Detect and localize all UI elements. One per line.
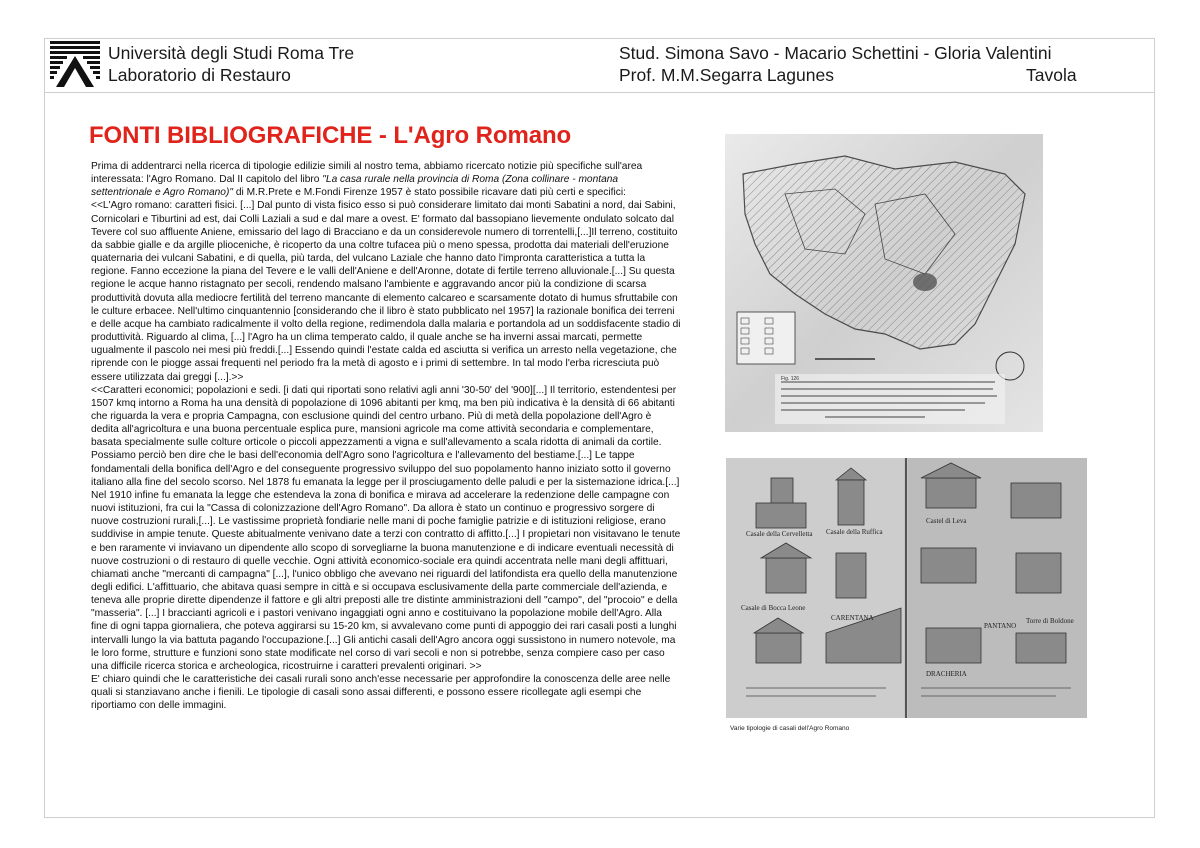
book-label-6: Torre di Boldone (1026, 617, 1074, 625)
book-spread-figure (726, 458, 1087, 718)
book-label-4: CARENTANA (831, 614, 874, 622)
book-label-8: DRACHERIA (926, 670, 967, 678)
page-title: FONTI BIBLIOGRAFICHE - L'Agro Romano (89, 122, 572, 149)
lab-name: Laboratorio di Restauro (108, 65, 291, 85)
book-label-3: Casale di Bocca Leone (741, 604, 806, 612)
book-label-2: Casale della Ruffica (826, 528, 883, 536)
book-label-1: Casale della Cervelletta (746, 530, 813, 538)
header-divider (44, 92, 1155, 93)
university-name: Università degli Studi Roma Tre (108, 43, 355, 63)
book-label-7: PANTANO (984, 622, 1017, 630)
book-title: "La casa rurale nella provincia di Roma (Zona collinare - montana settentrionale e Agro Romano)" (91, 174, 619, 199)
body-text (91, 160, 681, 713)
university-logo (50, 41, 100, 87)
physical-characteristics-paragraph: <<L'Agro romano: caratteri fisici. [...] Dal punto di vista fisico esso si può considerare limitato dai monti Sabatini a nord, dai Sabini, Cornicolari e Tiburtini ad est, dai Colli Laziali a sud e dal mare a ovest. E' formato dal bassopiano lievemente ondulato solcato dal Tevere col suo affluente Aniene, emissario del lago di Bracciano e da un considerevole numero di torrentelli,[...]Il terreno, costituito da sabbie gialle e da argille plioceniche, è ricoperto da una coltre tufacea più o meno spessa, prodotta dai materiali dell'eruzione quaternaria dei vulcani Sabatini, e di quella, più tarda, del vulcano Laziale che hanno dato l'impronta caratteristica a tutta la regione. Fanno eccezione la piana del Tevere e le valli dell'Aniene e dell'Aronne, dotate di fertile terreno alluvionale.[...] Su questa regione le acque hanno ristagnato per secoli, rendendo malsano l'ambiente e aggravando ancor più la condizione di scarsa produttività dovuta alla mediocre fertilità del terreno mancante di elemento calcareo e scarsamente dotato di humus sfruttabile con le culture erbacee. Nell'ultimo cinquantennio [considerando che il libro è stato pubblicato nel 1957] la razionale bonifica dei terreni e delle acque ha cambiato radicalmente il volto della regione, redimendola dalla malaria e portandola ad un soddisfacente stadio di produttività. Riguardo al clima, [...] l'Agro ha un clima temperato caldo, il quale anche se ha inverni assai marcati, permette ugualmente il pascolo nei mesi più freddi.[...] Essendo quindi l'estate calda ed asciutta si verifica un arresto nella vegetazione, che riprende con le piogge assai frequenti nel periodo fra la metà di agosto e i primi di settembre. In tal modo l'erba ricresciuta può essere utilizzata dai greggi [...].>> (91, 200, 681, 383)
intro-paragraph: Prima di addentrarci nella ricerca di tipologie edilizie simili al nostro tema, abbiamo ricercato notizie più specifiche sull'area interessata: l'Agro Romano. Dal II capitolo del libro "La casa rurale nella provincia di Roma (Zona collinare - montana settentrionale e Agro Romano)" di M.R.Prete e M.Fondi Firenze 1957 è stato possibile ricavare dati più certi e specifici: (91, 161, 643, 199)
figure-caption: Varie tipologie di casali dell'Agro Romano (730, 725, 850, 732)
book-label-5: Castel di Leva (926, 517, 967, 525)
economic-characteristics-paragraph: <<Caratteri economici; popolazioni e sedi. [i dati qui riportati sono relativi agli anni '30-50' del '900][...] Il territorio, estendentesi per 1507 kmq intorno a Roma ha una densità di popolazione di 1096 abitanti per kmq, ma ben più indicativa è la densità di 66 abitanti che riguarda la vera e propria Campagna, con esclusione quindi del centro urbano. Più di metà della popolazione dell'Agro è dedita all'agricoltura e una buona percentuale esplica pure, mansioni agricole ma come attività secondaria e complementare, basata specialmente sulle colture orticole o piccoli appezzamenti a vigna e sull'allevamento a scala ridotta di animali da cortile. Possiamo perciò ben dire che le basi dell'economia dell'Agro sono l'agricoltura e l'allevamento del bestiame.[...] Le tappe fondamentali della bonifica dell'Agro e del conseguente progressivo sviluppo del suo popolamento hanno iniziato sotto il governo italiano alla fine del secolo scorso. Nel 1878 fu emanata la legge per il prosciugamento delle paludi e per la sistemazione idrica.[...] Nel 1910 infine fu emanata la legge che estendeva la zona di bonifica e mirava ad accelerare la redenzione delle campagne con nuovi istituzioni, fra cui la "Cassa di colonizzazione dell'Agro Romano". Da allora è stato un continuo e progressivo sorgere di nuove costruzioni rurali,[...]. Le vastissime proprietà fondiarie nelle mani di poche famiglie patrizie e di istituzioni religiose, erano suddivise in ampie tenute. Queste abitualmente venivano date a terzi con contratto di affitto.[...] I propietari non visitavano le tenute e ben raramente vi inviavano un dipendente allo scopo di sorvegliarne la buona manutenzione e di indicare eventuali necessità di nuove costruzioni o di restauro di quelle vecchie. Ogni attività economico-sociale era quindi accentrata nelle mani degli affittuari, chiamati anche "mercanti di campagna" [...], l'unico obbligo che avevano nei riguardi del latifondista era quello della manutenzione degli edifici. L'affittuario, che abitava quasi sempre in città e si occupava esclusivamente della parte commerciale dell'azienda, e teneva alle proprie dirette dipendenze il fattore e gli altri preposti alle tre distinte amministrazioni dell "campo", del "procoio" e della "masseria". [...] I braccianti agricoli e i pastori venivano ingaggiati ogni anno e costituivano la popolazione mobile dell'Agro. Alla fine di ogni tappa giornaliera, che poteva aggirarsi su 15-20 km, si avvalevano come punti di appoggio dei rari casali posti a lunghi intervalli lungo la via battuta pagando l'occupazione.[...] Gli antichi casali dell'Agro ancora oggi sussistono in numero notevole, ma le loro forme, strutture e funzioni sono state modificate nel corso di vari secoli e non si potrebbe, senza compiere caso per caso una difficile ricerca storica e archeologica, ricostruirne i caratteri prevalenti originari. >> (91, 384, 681, 672)
students-line: Stud. Simona Savo - Macario Schettini - Gloria Valentini (619, 43, 1052, 63)
conclusion-paragraph: E' chiaro quindi che le caratteristiche dei casali rurali sono anch'esse necessarie per approfondire la conoscenza delle aree nelle quali si stanziavano anche i fienili. Le tipologie di casali sono assai differenti, e possono essere ricollegate agli esempi che riportiamo con delle immagini. (91, 674, 671, 712)
professor-line: Prof. M.M.Segarra Lagunes (619, 65, 834, 85)
map-figure (725, 134, 1043, 432)
tavola-label: Tavola (1026, 65, 1077, 85)
map-fig-label: Fig. 126 (781, 376, 800, 382)
